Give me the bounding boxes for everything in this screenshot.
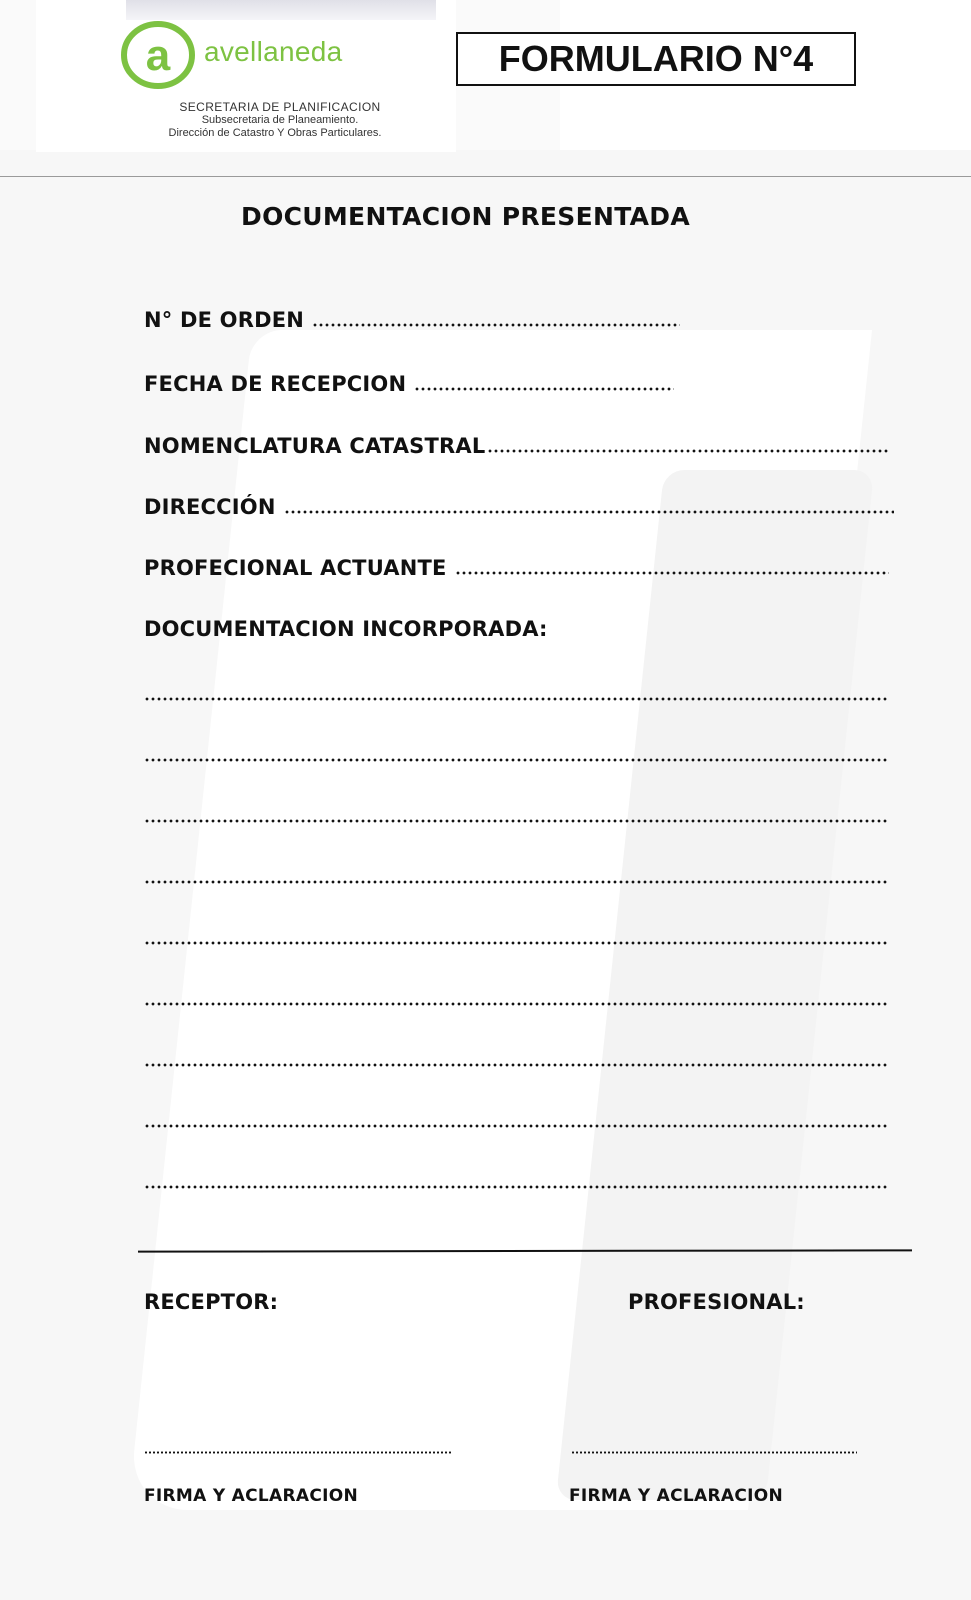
org-direccion: Dirección de Catastro Y Obras Particulares. [168, 127, 382, 139]
profesional-signature-line[interactable] [571, 1451, 857, 1454]
field-label: DIRECCIÓN [144, 495, 276, 519]
blank-dotted-line[interactable] [144, 1063, 889, 1067]
fill-in-dotted-line[interactable] [284, 510, 894, 514]
logo-wordmark: avellaneda [204, 36, 343, 67]
field-label: PROFECIONAL ACTUANTE [144, 556, 447, 580]
fill-in-dotted-line[interactable] [487, 449, 889, 453]
blank-dotted-line[interactable] [144, 1185, 889, 1189]
blank-dotted-line[interactable] [144, 1124, 889, 1128]
scan-artifact [126, 0, 436, 20]
field-label: FECHA DE RECEPCION [144, 372, 407, 396]
field-direccion[interactable] [144, 489, 894, 519]
receptor-signature-line[interactable] [144, 1451, 452, 1454]
org-subsecretaria: Subsecretaria de Planeamiento. [201, 114, 359, 126]
field-profecional-actuante[interactable] [144, 550, 889, 580]
org-secretaria: SECRETARIA DE PLANIFICACION [179, 100, 381, 114]
blank-dotted-line[interactable] [144, 758, 889, 762]
blank-dotted-line[interactable] [144, 1002, 889, 1006]
receptor-signature-caption: FIRMA Y ACLARACION [144, 1486, 358, 1506]
form-number-box [456, 32, 856, 86]
profesional-signature-caption: FIRMA Y ACLARACION [569, 1486, 783, 1506]
organization-block [150, 100, 410, 140]
document-title: DOCUMENTACION PRESENTADA [241, 202, 690, 231]
blank-dotted-line[interactable] [144, 941, 889, 945]
fill-in-dotted-line[interactable] [312, 323, 680, 327]
field-label: NOMENCLATURA CATASTRAL [144, 434, 486, 458]
blank-dotted-line[interactable] [144, 880, 889, 884]
logo-mark-letter: a [145, 31, 171, 80]
blank-dotted-line[interactable] [144, 819, 889, 823]
field-fecha-recepcion[interactable] [144, 366, 674, 396]
field-label: DOCUMENTACION INCORPORADA: [144, 617, 548, 641]
fill-in-dotted-line[interactable] [414, 387, 674, 391]
receptor-label: RECEPTOR: [144, 1290, 279, 1314]
profesional-label: PROFESIONAL: [628, 1290, 805, 1314]
avellaneda-logo-icon [120, 20, 200, 90]
field-numero-orden[interactable] [144, 302, 680, 332]
field-label: N° DE ORDEN [144, 308, 305, 332]
field-documentacion-incorporada [144, 611, 889, 641]
blank-dotted-line[interactable] [144, 697, 889, 701]
header-divider [0, 176, 971, 177]
fill-in-dotted-line[interactable] [455, 571, 889, 575]
form-number-title: FORMULARIO N°4 [498, 38, 814, 79]
field-nomenclatura-catastral[interactable] [144, 428, 889, 458]
